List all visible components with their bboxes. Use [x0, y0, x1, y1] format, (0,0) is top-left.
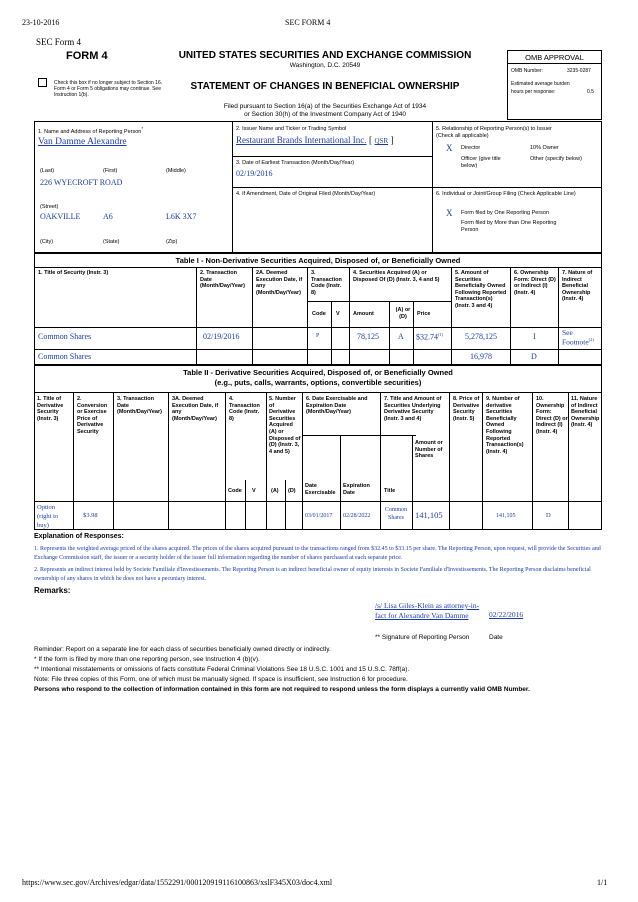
reminder-note: Reminder: Report on a separate line for each class of securities beneficially owned directly or indirectly. — [34, 646, 331, 653]
t1-row1-title: Common Shares — [38, 332, 92, 341]
one-person-label: Form filed by One Reporting Person — [461, 210, 550, 216]
one-person-check[interactable]: X — [446, 208, 453, 218]
t2-row-expiration: 02/28/2022 — [343, 513, 371, 519]
box5-label: 5. Relationship of Reporting Person(s) to Issuer (Check all applicable) — [436, 126, 552, 139]
box4-label: 4. If Amendment, Date of Original Filed (Month/Day/Year) — [236, 191, 376, 197]
no-longer-subject-checkbox[interactable] — [38, 78, 47, 87]
footnote-2: 2. Represents an indirect interest held by Societe Familiale d'Investissements. The Reporting Person is an indirect beneficial owner of equity interests in Societe Familiale d'Investissements. The Reporting Person disclaims beneficial ownership of any shares in which he does not have a pecuniary interest. — [34, 567, 591, 582]
t2-sub-v: V — [252, 488, 256, 494]
t1-row2-title: Common Shares — [38, 352, 92, 361]
table2-title: Table II - Derivative Securities Acquired, Disposed of, or Beneficially Owned — [183, 368, 453, 377]
t2-sub-a: (A) — [271, 488, 279, 494]
t1-row1-nature: See Footnote$^{(2)}$ — [562, 328, 594, 347]
commission-city: Washington, D.C. 20549 — [289, 62, 361, 69]
t1-sub-price: Price — [417, 311, 431, 317]
omb-burden-label: Estimated average burden — [511, 81, 570, 87]
city-label: (City) — [40, 239, 54, 245]
t1-col-deemed: 2A. Deemed Execution Date, if any (Month/Day/Year) — [256, 270, 303, 296]
t1-col-acquired: 4. Securities Acquired (A) or Disposed Of (D) (Instr. 3, 4 and 5) — [353, 270, 440, 283]
t2-col-exercisable: 6. Date Exercisable and Expiration Date (Month/Day/Year) — [306, 396, 368, 416]
ticker-symbol[interactable]: QSR — [374, 137, 389, 145]
statement-title: STATEMENT OF CHANGES IN BENEFICIAL OWNERSHIP — [190, 81, 460, 92]
first-label: (First) — [103, 168, 118, 174]
t1-col-nature: 7. Nature of Indirect Beneficial Ownership (Instr. 4) — [562, 270, 593, 303]
t2-col-date: 3. Transaction Date (Month/Day/Year) — [117, 396, 162, 416]
t2-row-security: Common Shares — [384, 507, 408, 521]
print-date: 23-10-2016 — [22, 18, 60, 27]
print-title: SEC FORM 4 — [285, 18, 331, 27]
form-title: FORM 4 — [66, 50, 108, 62]
omb-title: OMB APPROVAL — [525, 53, 584, 62]
omb-hours: 0.5 — [587, 89, 594, 95]
box2-label: 2. Issuer Name and Ticker or Trading Symbol — [236, 126, 347, 132]
t2-col-owned: 9. Number of derivative Securities Beneficially Owned Following Reported Transaction(s) (Instr. 4) — [486, 396, 524, 455]
note-omb: Persons who respond to the collection of information contained in this form are not required to respond unless the form displays a currently valid OMB Number. — [34, 686, 530, 693]
last-label: (Last) — [40, 168, 55, 174]
box6-label: 6. Individual or Joint/Group Filing (Check Applicable Line) — [436, 191, 576, 197]
signature[interactable]: /s/ Lisa Giles-Klein as attorney-in-fact for Alexandre Van Damme — [375, 601, 480, 621]
t1-sub-amount: Amount — [353, 311, 374, 317]
street-label: (Street) — [40, 204, 59, 210]
explanation-title: Explanation of Responses: — [34, 533, 124, 540]
t2-sub-expiration: Expiration Date — [343, 483, 370, 496]
t2-col-form: 10. Ownership Form: Direct (D) or Indirect (I) (Instr. 4) — [536, 396, 568, 435]
t2-sub-exercisable: Date Exercisable — [305, 483, 336, 496]
zip-value: L6K 3X7 — [166, 212, 197, 221]
issuer-name[interactable]: Restaurant Brands International Inc. — [236, 135, 367, 145]
t1-col-form: 6. Ownership Form: Direct (D) or Indirect (I) (Instr. 4) — [514, 270, 556, 296]
t2-col-underlying: 7. Title and Amount of Securities Underlying Derivative Security (Instr. 3 and 4) — [384, 396, 442, 422]
commission-title: UNITED STATES SECURITIES AND EXCHANGE COMMISSION — [178, 50, 472, 61]
filed-line-1: Filed pursuant to Section 16(a) of the Securities Exchange Act of 1934 — [223, 103, 427, 110]
ten-percent-owner-label: 10% Owner — [530, 145, 559, 151]
earliest-transaction-date: 02/19/2016 — [236, 169, 273, 178]
t1-row1-amount: 78,125 — [357, 332, 379, 341]
date-label: Date — [489, 634, 503, 641]
omb-hours-label: hours per response: — [511, 89, 556, 95]
t2-row-title: Option (right to buy) — [37, 504, 59, 529]
more-person-label: Form filed by More than One Reporting Person — [461, 220, 557, 233]
other-label: Other (specify below) — [530, 156, 582, 162]
print-page: 1/1 — [597, 878, 608, 887]
note-star: * If the form is filed by more than one reporting person, see Instruction 4 (b)(v). — [34, 656, 260, 663]
t1-row2-owned: 16,978 — [470, 352, 492, 361]
signature-date: 02/22/2016 — [489, 610, 524, 619]
t2-row-owned: 141,105 — [496, 513, 516, 519]
t2-col-nature: 11. Nature of Indirect Beneficial Ownership (Instr. 4) — [571, 396, 600, 429]
t1-row1-ad: A — [398, 332, 404, 341]
state-label: (State) — [103, 239, 120, 245]
director-check[interactable]: X — [446, 143, 453, 153]
filed-line-2: or Section 30(h) of the Investment Company Act of 1940 — [244, 111, 406, 118]
checkbox-text: Check this box if no longer subject to Section 16. Form 4 or Form 5 obligations may continue. See Instruction 1(b). — [54, 80, 163, 98]
omb-number: 3235-0287 — [567, 68, 591, 74]
ticker-bracket-right: ] — [390, 135, 394, 145]
t2-sub-title: Title — [384, 488, 396, 494]
t2-row-exercisable: 03/01/2017 — [305, 513, 333, 519]
t2-col-code: 4. Transaction Code (Instr. 8) — [229, 396, 260, 422]
box1-label: 1. Name and Address of Reporting Person* — [38, 126, 144, 135]
t1-row1-date: 02/19/2016 — [203, 332, 240, 341]
sec-form-label: SEC Form 4 — [36, 37, 82, 47]
state-value: A6 — [103, 212, 113, 221]
print-url[interactable]: https://www.sec.gov/Archives/edgar/data/1552291/000120919116100863/xslF345X03/doc4.xml — [22, 878, 333, 887]
t1-sub-v: V — [336, 311, 340, 317]
t1-col-title: 1. Title of Security (Instr. 3) — [38, 270, 109, 276]
middle-label: (Middle) — [166, 168, 186, 174]
note-double-star: ** Intentional misstatements or omissions of facts constitute Federal Criminal Violations See 18 U.S.C. 1001 and 15 U.S.C. 78ff(a). — [34, 666, 410, 673]
t1-sub-code: Code — [312, 311, 326, 317]
reporting-person-name[interactable]: Van Damme Alexandre — [38, 137, 127, 147]
t1-row1-code: P — [316, 333, 320, 339]
t1-sub-aord: (A) or (D) — [395, 307, 411, 320]
t2-col-title: 1. Title of Derivative Security (Instr. 3) — [37, 396, 64, 422]
director-label: Director — [461, 145, 481, 151]
street-value: 226 WYECROFT ROAD — [40, 178, 123, 187]
t2-sub-d: (D) — [288, 488, 296, 494]
omb-number-label: OMB Number: — [511, 68, 543, 74]
remarks-title: Remarks: — [34, 586, 71, 595]
signature-label: ** Signature of Reporting Person — [375, 634, 470, 641]
t1-col-date: 2. Transaction Date (Month/Day/Year) — [200, 270, 245, 290]
t2-row-price: $3.98 — [83, 512, 98, 519]
t1-col-owned: 5. Amount of Securities Beneficially Owned Following Reported Transaction(s) (Instr. 3 and 4) — [455, 270, 507, 309]
t1-col-code: 3. Transaction Code (Instr. 8) — [311, 270, 342, 296]
city-value: OAKVILLE — [40, 212, 81, 221]
footnote-1: 1. Represents the weighted average priced of the shares acquired. The prices of the shares acquired pursuant to the transactions ranged from $32.45 to $33.15 per share. The Reporting Person, upon request, will provide the Securities and Exchange Commission staff, the issuer or a security holder of the issuer full information regarding the number of shares purchased at each separate price. — [34, 546, 601, 561]
t2-row-amount: 141,105 — [415, 510, 443, 520]
issuer-line — [236, 135, 394, 145]
t1-row1-owned: 5,278,125 — [465, 332, 497, 341]
t2-col-deemed: 3A. Deemed Execution Date, if any (Month/Day/Year) — [172, 396, 219, 422]
t2-sub-amount: Amount or Number of Shares — [415, 440, 443, 460]
box3-label: 3. Date of Earliest Transaction (Month/Day/Year) — [236, 160, 355, 166]
note-copies: Note: File three copies of this Form, one of which must be manually signed. If space is insufficient, see Instruction 6 for procedure. — [34, 676, 408, 683]
officer-label: Officer (give title below) — [461, 156, 501, 169]
table1-title: Table I - Non-Derivative Securities Acquired, Disposed of, or Beneficially Owned — [175, 256, 461, 265]
t2-row-form: D — [546, 512, 551, 519]
zip-label: (Zip) — [166, 239, 178, 245]
t1-row1-price: $32.74$^{(1)}$ — [416, 332, 444, 342]
t1-row2-form: D — [531, 352, 537, 361]
t2-col-number: 5. Number of Derivative Securities Acquired (A) or Disposed of (D) (Instr. 3, 4 and 5) — [269, 396, 301, 455]
t2-sub-code: Code — [228, 488, 242, 494]
table2-subtitle: (e.g., puts, calls, warrants, options, convertible securities) — [214, 378, 422, 387]
t2-col-deriv-price: 8. Price of Derivative Security (Instr. 5) — [453, 396, 480, 422]
t2-col-price: 2. Conversion or Exercise Price of Derivative Security — [77, 396, 108, 435]
t1-row1-form: I — [533, 332, 536, 341]
ticker-bracket-left: [ — [368, 135, 372, 145]
